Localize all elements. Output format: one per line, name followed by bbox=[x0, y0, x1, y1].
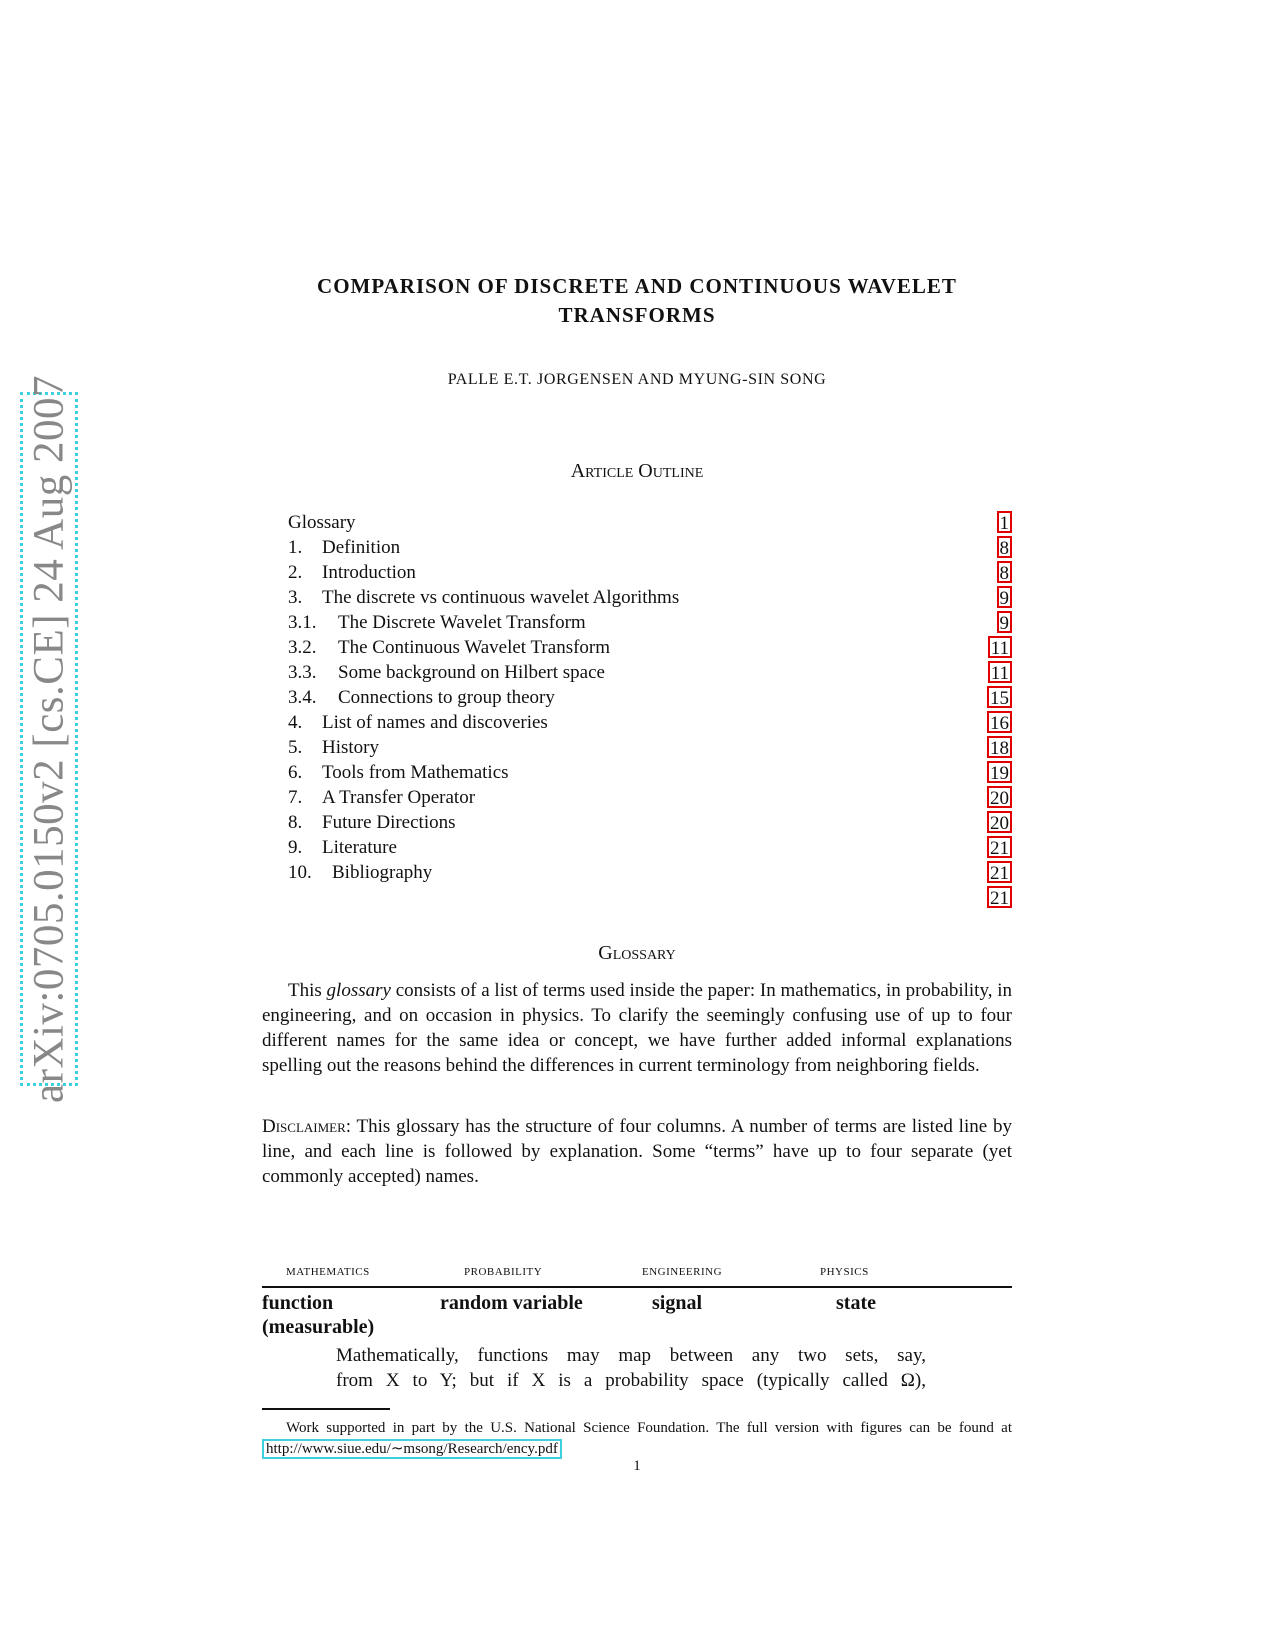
paper-title bbox=[262, 272, 1012, 330]
toc-page-link[interactable]: 20 bbox=[987, 811, 1012, 833]
term-measurable: (measurable) bbox=[262, 1316, 375, 1338]
toc-entry-label: Connections to group theory bbox=[338, 687, 555, 708]
toc-page-link[interactable]: 9 bbox=[997, 586, 1013, 608]
disclaimer bbox=[262, 1114, 1012, 1189]
toc-entry-number: 6. bbox=[288, 762, 303, 783]
toc-entry-label: The discrete vs continuous wavelet Algorithms bbox=[322, 587, 680, 608]
toc-page-link[interactable]: 18 bbox=[987, 736, 1012, 758]
header-physics: physics bbox=[820, 1262, 869, 1279]
entry-explanation-line-2: from X to Y; but if X is a probability space (typically called Ω), bbox=[336, 1370, 926, 1391]
toc-entry-number: 3. bbox=[288, 587, 303, 608]
disclaimer-text: This glossary has the structure of four columns. A number of terms are listed line by line, and each line is followed by explanation. Some “terms” have up to four separate (yet commonly accepted) names. bbox=[262, 1116, 1012, 1187]
toc-entry[interactable] bbox=[288, 785, 1012, 810]
toc-entry-label: History bbox=[322, 737, 379, 758]
toc-entry-label: Tools from Mathematics bbox=[322, 762, 509, 783]
toc-page-link[interactable]: 8 bbox=[997, 536, 1013, 558]
toc-entry[interactable] bbox=[288, 685, 1012, 710]
table-of-contents bbox=[288, 510, 1012, 910]
toc-page-link[interactable]: 11 bbox=[988, 661, 1012, 683]
toc-entry-number: 3.1. bbox=[288, 612, 317, 633]
toc-entry[interactable] bbox=[288, 735, 1012, 760]
page-number: 1 bbox=[633, 1458, 641, 1474]
outline-heading: Article Outline bbox=[570, 460, 704, 482]
toc-entry-label: Definition bbox=[322, 537, 401, 558]
disclaimer-label: Disclaimer: bbox=[262, 1116, 352, 1137]
term-state: state bbox=[836, 1292, 876, 1314]
toc-entry-number: 2. bbox=[288, 562, 303, 583]
footnote-text: Work supported in part by the U.S. National Science Foundation. The full version with figures can be found at bbox=[286, 1420, 1012, 1436]
footnote bbox=[262, 1418, 1012, 1460]
toc-entry-label: Future Directions bbox=[322, 812, 456, 833]
title-line-2: TRANSFORMS bbox=[558, 303, 716, 327]
toc-entry-number: 5. bbox=[288, 737, 303, 758]
header-probability: probability bbox=[464, 1262, 543, 1279]
glossary-heading: Glossary bbox=[598, 942, 676, 964]
toc-entry[interactable] bbox=[288, 535, 1012, 560]
title-line-1: COMPARISON OF DISCRETE AND CONTINUOUS WAVELET bbox=[317, 274, 957, 298]
term-random-variable: random variable bbox=[440, 1292, 583, 1314]
toc-entry-label: Some background on Hilbert space bbox=[338, 662, 605, 683]
term-function: function bbox=[262, 1292, 334, 1314]
toc-entry-label: Bibliography bbox=[332, 862, 433, 883]
footnote-rule bbox=[262, 1408, 390, 1410]
toc-entry[interactable] bbox=[288, 560, 1012, 585]
glossary-intro-before: This bbox=[288, 980, 327, 1001]
toc-entry-label: Glossary bbox=[288, 512, 356, 533]
toc-entry-number: 3.4. bbox=[288, 687, 317, 708]
glossary-table-header bbox=[262, 1262, 1012, 1288]
term-signal: signal bbox=[652, 1292, 703, 1314]
toc-entry-label: List of names and discoveries bbox=[322, 712, 548, 733]
toc-entry-number: 10. bbox=[288, 862, 312, 883]
glossary-intro-emph: glossary bbox=[326, 980, 391, 1001]
toc-entry-number: 9. bbox=[288, 837, 303, 858]
toc-entry[interactable] bbox=[288, 660, 1012, 685]
arxiv-stamp[interactable]: arXiv:0705.0150v2 [cs.CE] 24 Aug 2007 bbox=[25, 375, 73, 1103]
toc-entry[interactable] bbox=[288, 585, 1012, 610]
toc-page-link[interactable]: 21 bbox=[987, 861, 1012, 883]
glossary-intro bbox=[262, 978, 1012, 1078]
toc-entry-label: Literature bbox=[322, 837, 397, 858]
toc-entry[interactable] bbox=[288, 635, 1012, 660]
glossary-intro-after: consists of a list of terms used inside the paper: In mathematics, in probability, in engineering, and on occasion in physics. To clarify the seemingly confusing use of up to four different names for the same idea or concept, we have further added informal explanations spelling out the reasons behind the differences in current terminology from neighboring fields. bbox=[262, 980, 1012, 1076]
toc-entry-label: Introduction bbox=[322, 562, 416, 583]
toc-entry-number: 7. bbox=[288, 787, 303, 808]
toc-entry[interactable] bbox=[288, 835, 1012, 860]
toc-page-link[interactable]: 21 bbox=[987, 886, 1012, 908]
toc-entry[interactable] bbox=[288, 760, 1012, 785]
toc-entry-number: 8. bbox=[288, 812, 303, 833]
toc-entry[interactable] bbox=[288, 860, 1012, 885]
toc-entry[interactable] bbox=[288, 710, 1012, 735]
header-mathematics: mathematics bbox=[286, 1262, 370, 1279]
toc-entry[interactable] bbox=[288, 610, 1012, 635]
authors: PALLE E.T. JORGENSEN AND MYUNG-SIN SONG bbox=[447, 371, 827, 388]
toc-entry-label: The Discrete Wavelet Transform bbox=[338, 612, 586, 633]
footnote-link[interactable]: http://www.siue.edu/∼msong/Research/ency.pdf bbox=[262, 1439, 562, 1459]
toc-page-link[interactable]: 1 bbox=[997, 511, 1013, 533]
toc-page-link[interactable]: 21 bbox=[987, 836, 1012, 858]
toc-page-link[interactable]: 16 bbox=[987, 711, 1012, 733]
toc-entry-label: A Transfer Operator bbox=[322, 787, 476, 808]
toc-page-link[interactable]: 11 bbox=[988, 636, 1012, 658]
toc-entry[interactable] bbox=[288, 885, 1012, 910]
header-engineering: engineering bbox=[642, 1262, 723, 1279]
toc-entry-number: 3.2. bbox=[288, 637, 317, 658]
toc-entry-number: 1. bbox=[288, 537, 303, 558]
toc-page-link[interactable]: 19 bbox=[987, 761, 1012, 783]
toc-page-link[interactable]: 8 bbox=[997, 561, 1013, 583]
toc-entry[interactable] bbox=[288, 510, 1012, 535]
toc-entry[interactable] bbox=[288, 810, 1012, 835]
toc-page-link[interactable]: 9 bbox=[997, 611, 1013, 633]
toc-entry-label: The Continuous Wavelet Transform bbox=[338, 637, 611, 658]
toc-entry-number: 4. bbox=[288, 712, 303, 733]
toc-page-link[interactable]: 20 bbox=[987, 786, 1012, 808]
toc-entry-number: 3.3. bbox=[288, 662, 317, 683]
toc-page-link[interactable]: 15 bbox=[987, 686, 1012, 708]
entry-explanation-line-1: Mathematically, functions may map between any two sets, say, bbox=[336, 1345, 926, 1366]
